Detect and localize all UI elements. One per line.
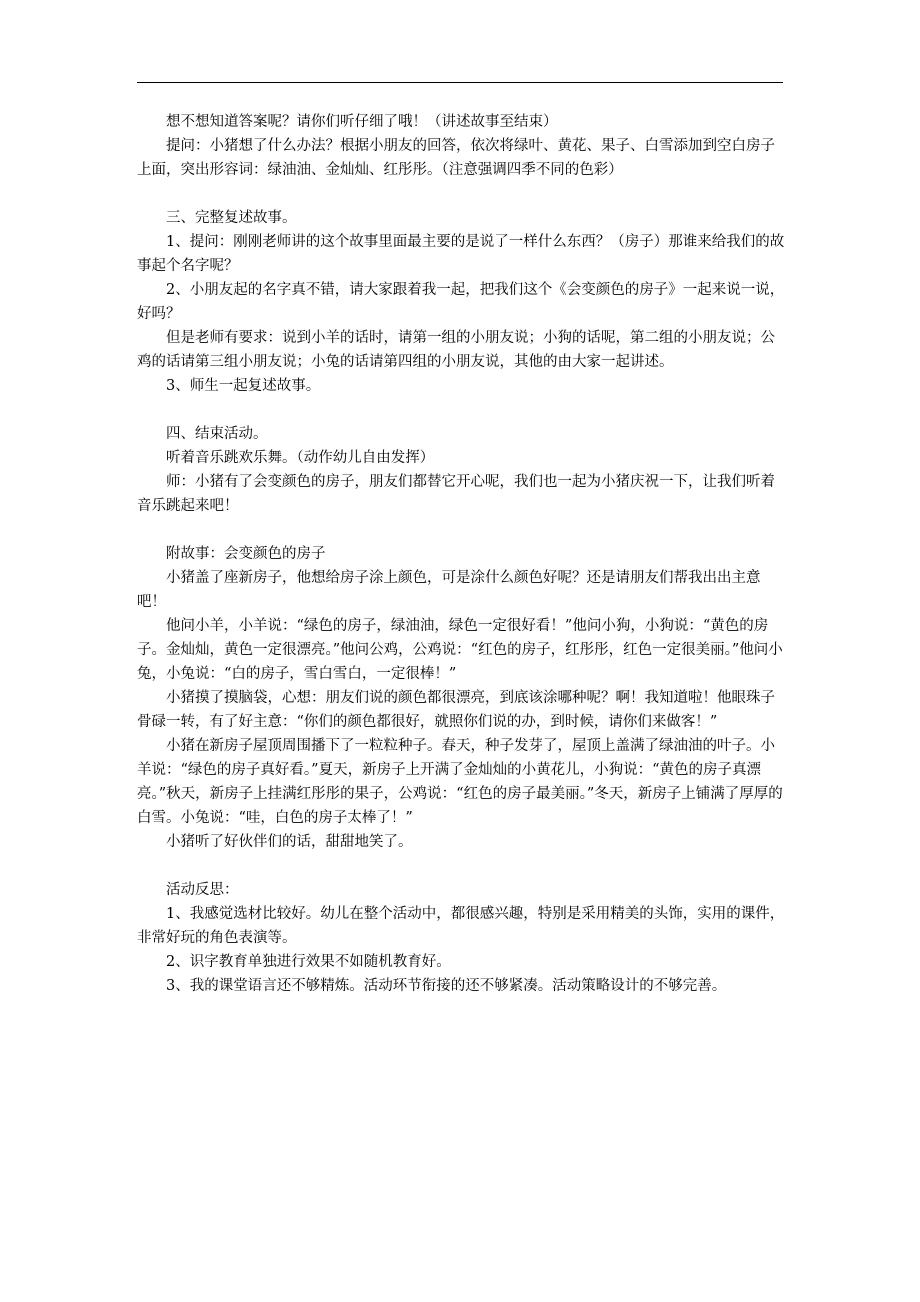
paragraph-retell-2: 2、小朋友起的名字真不错，请大家跟着我一起，把我们这个《会变颜色的房子》一起来说一说，好吗？ [137,282,785,322]
paragraph-gap [137,518,787,542]
paragraph-reflection-2: 2、识字教育单独进行效果不如随机教育好。 [166,954,451,970]
section-heading-retell: 三、完整复述故事。 [166,210,297,226]
paragraph-story-2: 他问小羊，小羊说：“绿色的房子，绿油油，绿色一定很好看！”他问小狗，小狗说：“黄色的房子。金灿灿，黄色一定很漂亮。”他问公鸡，公鸡说：“红色的房子，红彤彤，红色一定很美丽。”他问小兔，小兔说：“白的房子，雪白雪白，一定很棒！” [137,618,783,682]
paragraph-story-3: 小猪摸了摸脑袋，心想：朋友们说的颜色都很漂亮，到底该涂哪种呢？啊！我知道啦！他眼珠子骨碌一转，有了好主意：“你们的颜色都很好，就照你们说的办，到时候，请你们来做客！” [137,690,775,730]
paragraph-story-5: 小猪听了好伙伴们的话，甜甜地笑了。 [166,834,413,850]
paragraph-gap [137,398,787,422]
paragraph-question: 提问：小猪想了什么办法？根据小朋友的回答，依次将绿叶、黄花、果子、白雪添加到空白房子上面，突出形容词：绿油油、金灿灿、红彤彤。（注意强调四季不同的色彩） [137,138,775,178]
paragraph-reflection-1: 1、我感觉选材比较好。幼儿在整个活动中，都很感兴趣，特别是采用精美的头饰，实用的课件，非常好玩的角色表演等。 [137,906,785,946]
paragraph-gap [137,854,787,878]
paragraph-retell-3: 3、师生一起复述故事。 [166,378,321,394]
header-rule [137,82,783,83]
paragraph-gap [137,182,787,206]
section-heading-story: 附故事：会变颜色的房子 [166,546,326,562]
section-heading-reflection: 活动反思： [166,882,239,898]
paragraph-reflection-3: 3、我的课堂语言还不够精炼。活动环节衔接的还不够紧凑。活动策略设计的不够完善。 [166,978,727,994]
paragraph-story-4: 小猪在新房子屋顶周围播下了一粒粒种子。春天，种子发芽了，屋顶上盖满了绿油油的叶子。小羊说：“绿色的房子真好看。”夏天，新房子上开满了金灿灿的小黄花儿，小狗说：“黄色的房子真漂亮。”秋天，新房子上挂满红彤彤的果子，公鸡说：“红色的房子最美丽。”冬天，新房子上铺满了厚厚的白雪。小兔说：“哇，白色的房子太棒了！” [137,738,783,826]
section-heading-ending: 四、结束活动。 [166,426,268,442]
paragraph-retell-requirement: 但是老师有要求：说到小羊的话时，请第一组的小朋友说；小狗的话呢，第二组的小朋友说；公鸡的话请第三组小朋友说；小兔的话请第四组的小朋友说，其他的由大家一起讲述。 [137,330,775,370]
document-body [137,110,787,998]
paragraph-dance: 听着音乐跳欢乐舞。（动作幼儿自由发挥） [166,450,435,466]
paragraph-story-1: 小猪盖了座新房子，他想给房子涂上颜色，可是涂什么颜色好呢？还是请朋友们帮我出出主意吧！ [137,570,761,610]
paragraph-retell-1: 1、提问：刚刚老师讲的这个故事里面最主要的是说了一样什么东西？（房子）那谁来给我们的故事起个名字呢？ [137,234,785,274]
paragraph-teacher: 师：小猪有了会变颜色的房子，朋友们都替它开心呢，我们也一起为小猪庆祝一下，让我们听着音乐跳起来吧！ [137,474,775,514]
paragraph-answer-prompt: 想不想知道答案呢？请你们听仔细了哦！（讲述故事至结束） [166,114,558,130]
